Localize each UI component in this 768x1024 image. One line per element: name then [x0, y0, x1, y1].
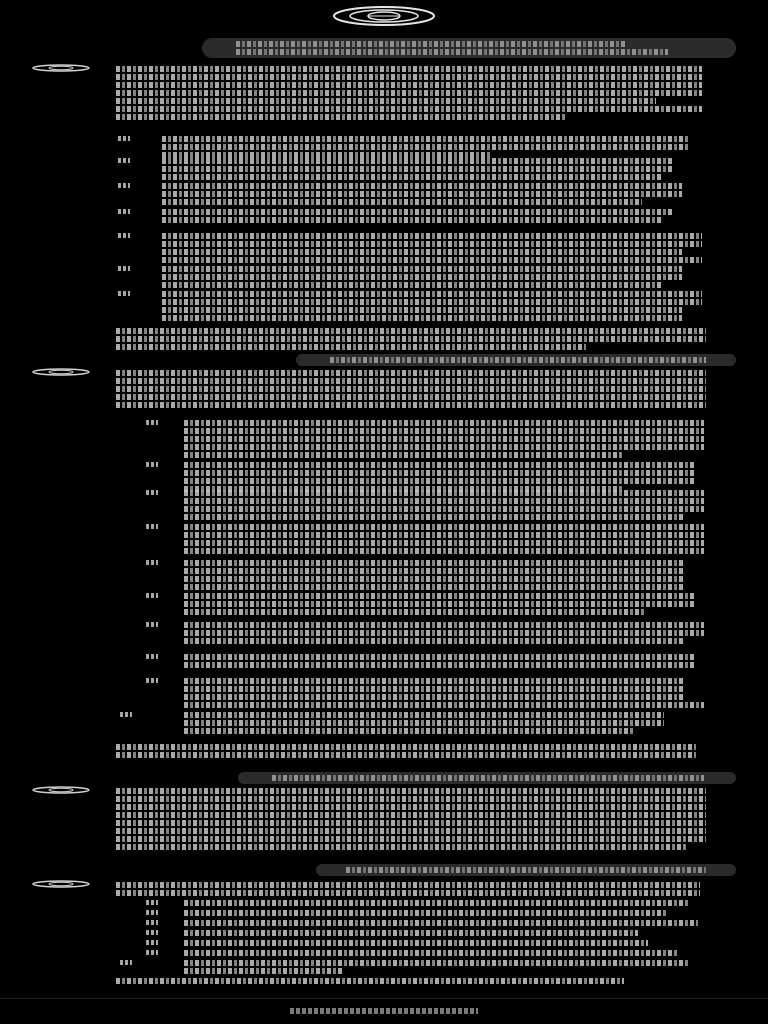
message-line	[116, 844, 686, 850]
message-line	[184, 584, 684, 590]
list-number	[146, 920, 158, 925]
list-number	[146, 524, 158, 529]
user-message-line	[236, 41, 626, 47]
message-line	[184, 560, 684, 566]
message-line	[184, 960, 688, 966]
message-line	[184, 920, 698, 926]
list-number	[118, 183, 130, 188]
message-line	[162, 282, 662, 288]
message-line	[116, 978, 624, 984]
list-number	[146, 940, 158, 945]
user-message-line	[236, 49, 668, 55]
message-line	[116, 82, 702, 88]
list-number	[118, 266, 130, 271]
message-line	[184, 532, 704, 538]
message-line	[184, 568, 684, 574]
message-line	[184, 900, 688, 906]
message-line	[116, 828, 706, 834]
message-line	[116, 74, 702, 80]
list-number	[120, 712, 132, 717]
message-line	[184, 940, 648, 946]
message-line	[116, 788, 706, 794]
message-line	[116, 90, 702, 96]
message-line	[116, 402, 706, 408]
message-line	[116, 328, 706, 334]
list-number	[146, 490, 158, 495]
message-line	[116, 344, 586, 350]
message-line	[184, 638, 684, 644]
message-line	[184, 452, 624, 458]
message-line	[162, 291, 702, 297]
message-line	[116, 744, 696, 750]
message-line	[162, 249, 682, 255]
message-line	[116, 378, 706, 384]
message-line	[184, 428, 704, 434]
message-line	[116, 66, 702, 72]
message-line	[116, 804, 706, 810]
message-line	[162, 144, 688, 150]
message-line	[184, 694, 684, 700]
message-line	[184, 678, 684, 684]
list-number	[146, 654, 158, 659]
openai-logo-icon	[330, 4, 438, 28]
message-line	[184, 930, 638, 936]
footer-divider	[0, 998, 768, 999]
message-line	[184, 622, 704, 628]
message-line	[162, 209, 672, 215]
list-number	[146, 420, 158, 425]
user-message-line	[272, 775, 704, 781]
message-line	[162, 217, 662, 223]
message-line	[184, 462, 694, 468]
list-number	[146, 678, 158, 683]
message-line	[184, 470, 694, 476]
message-line	[116, 820, 706, 826]
message-line	[184, 720, 664, 726]
message-line	[184, 498, 704, 504]
list-number	[146, 950, 158, 955]
message-line	[162, 315, 682, 321]
assistant-avatar-icon	[30, 368, 92, 376]
message-line	[184, 601, 694, 607]
list-number	[146, 560, 158, 565]
message-line	[116, 882, 700, 888]
message-line	[184, 950, 678, 956]
list-number	[118, 209, 130, 214]
list-number	[120, 960, 132, 965]
message-line	[162, 257, 702, 263]
message-line	[162, 299, 702, 305]
message-line	[184, 514, 684, 520]
message-line	[184, 444, 704, 450]
assistant-avatar-icon	[30, 786, 92, 794]
message-line	[184, 968, 344, 974]
message-line	[184, 712, 664, 718]
message-line	[184, 654, 696, 660]
message-line	[184, 420, 704, 426]
message-line	[184, 609, 644, 615]
message-line	[116, 836, 706, 842]
list-number	[146, 910, 158, 915]
list-number	[146, 622, 158, 627]
message-line	[162, 307, 682, 313]
message-line	[184, 630, 704, 636]
message-line	[162, 158, 672, 164]
list-number	[146, 462, 158, 467]
message-line	[162, 166, 672, 172]
user-message-line	[330, 357, 706, 363]
list-number	[118, 291, 130, 296]
message-line	[184, 436, 704, 442]
footer-link[interactable]	[290, 1008, 478, 1014]
message-line	[162, 199, 642, 205]
message-line	[184, 490, 704, 496]
message-line	[116, 98, 656, 104]
message-line	[116, 812, 706, 818]
message-line	[116, 336, 706, 342]
message-line	[162, 183, 682, 189]
list-number	[118, 158, 130, 163]
user-message-line	[346, 867, 706, 873]
message-line	[116, 386, 706, 392]
message-line	[162, 241, 702, 247]
message-line	[162, 274, 682, 280]
message-line	[184, 593, 694, 599]
message-line	[184, 506, 704, 512]
message-line	[162, 233, 702, 239]
message-line	[116, 106, 702, 112]
message-line	[162, 191, 682, 197]
list-number	[118, 136, 130, 141]
message-line	[116, 114, 566, 120]
message-line	[116, 394, 706, 400]
message-line	[162, 136, 688, 142]
message-line	[184, 576, 684, 582]
message-line	[184, 540, 704, 546]
list-number	[146, 900, 158, 905]
message-line	[116, 370, 706, 376]
message-line	[184, 910, 668, 916]
assistant-avatar-icon	[30, 64, 92, 72]
message-line	[116, 796, 706, 802]
assistant-avatar-icon	[30, 880, 92, 888]
message-line	[184, 478, 694, 484]
message-line	[162, 174, 662, 180]
list-number	[146, 593, 158, 598]
message-line	[184, 728, 634, 734]
message-line	[184, 662, 696, 668]
message-line	[184, 702, 704, 708]
message-line	[184, 686, 684, 692]
message-line	[184, 548, 704, 554]
message-line	[162, 266, 682, 272]
message-line	[184, 524, 704, 530]
message-line	[116, 752, 696, 758]
message-line	[116, 890, 700, 896]
list-number	[146, 930, 158, 935]
list-number	[118, 233, 130, 238]
